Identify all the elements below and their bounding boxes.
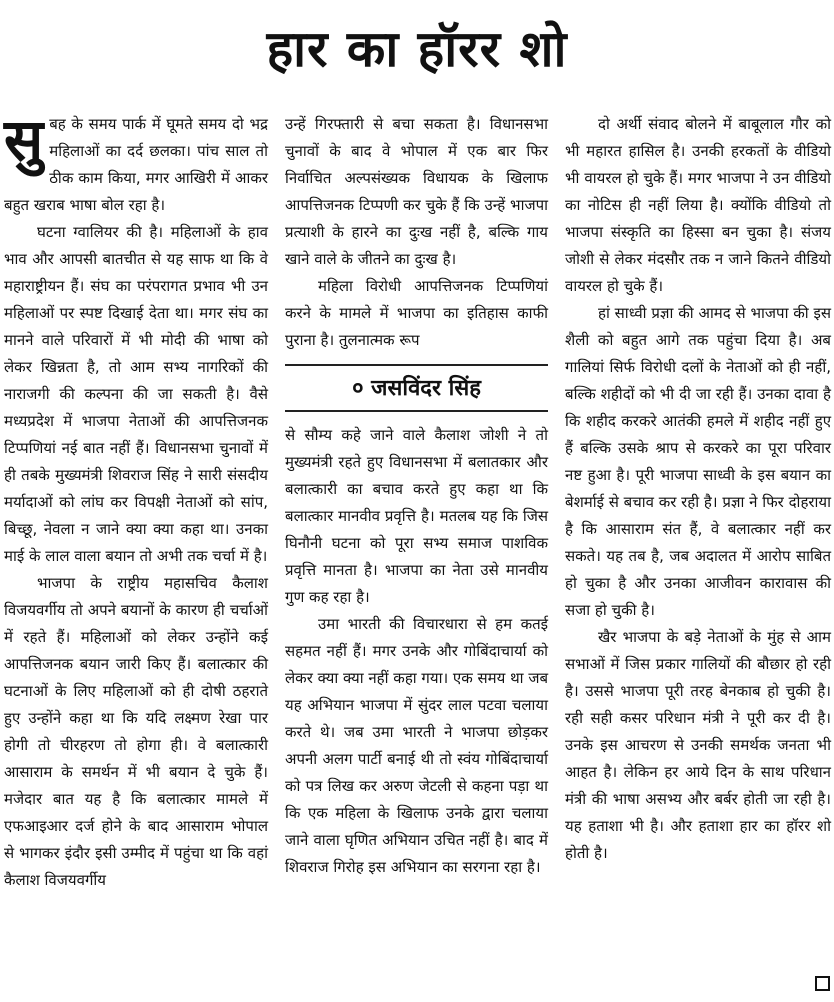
- paragraph: खैर भाजपा के बड़े नेताओं के मुंह से आम सभाओं में जिस प्रकार गालियों की बौछार हो रही है। उससे भाजपा पूरी तरह बेनकाब हो चुकी है। रही सही कसर परिधान मंत्री ने पूरी कर दी है। उनके इस आचरण से उनकी समर्थक जनता भी आहत है। लेकिन हर आये दिन के साथ परिधान मंत्री की भाषा असभ्य और बर्बर होती जा रही है। यह हताशा भी है। और हताशा हार का हॉरर शो होती है।: [565, 628, 831, 862]
- byline: ० जसविंदर सिंह: [352, 376, 481, 401]
- paragraph: हां साध्वी प्रज्ञा की आमद से भाजपा की इस शैली को बहुत आगे तक पहुंचा दिया है। अब गालियां सिर्फ विरोधी दलों के नेताओं को ही नहीं, बल्कि शहीदों को भी दी जा रही हैं। उनका दावा है कि शहीद करकरे आतंकी हमले में शहीद नहीं हुए हैं बल्कि उसके श्राप से करकरे का पूरा परिवार नष्ट हुआ है। पूरी भाजपा साध्वी के इस बयान का बेशर्माई से बचाव कर रही है। प्रज्ञा ने फिर दोहराया है कि आसाराम संत हैं, वे बलात्कार नहीं कर सकते। यह तब है, जब अदालत में आरोप साबित हो चुका है और उनका आजीवन कारावास की सजा हो चुकी है।: [565, 304, 832, 619]
- paragraph: उमा भारती की विचारधारा से हम कतई सहमत नहीं हैं। मगर उनके और गोबिंदाचार्या को लेकर क्या क्या नहीं कहा गया। एक समय था जब यह अभियान भाजपा में सुंदर लाल पटवा चलाया करते थे। जब उमा भारती ने भाजपा छोड़कर अपनी अलग पार्टी बनाई थी तो स्वंय गोबिंदाचार्या को पत्र लिख कर अरुण जेटली से कहना पड़ा था कि एक महिला के खिलाफ उनके द्वारा चलाया जाने वाला घृणित अभियान उचित नहीं है। बाद में शिवराज गिरोह इस अभियान का सरगना रहा है।: [285, 615, 549, 876]
- drop-cap: सु: [4, 106, 44, 174]
- paragraph: दो अर्थी संवाद बोलने में बाबूलाल गौर को भी महारत हासिल है। उनकी हरकतों के वीडियो भी वायरल हो चुके हैं। मगर भाजपा ने उन वीडियो का नोटिस ही नहीं लिया है। क्योंकि वीडियो तो भाजपा संस्कृति का हिस्सा बन चुका है। संजय जोशी से लेकर मंदसौर तक न जाने कितने वीडियो वायरल हो चुके हैं।: [565, 115, 831, 295]
- paragraph: भाजपा के राष्ट्रीय महासचिव कैलाश विजयवर्गीय तो अपने बयानों के कारण ही चर्चाओं में रहते हैं। महिलाओं को लेकर उन्होंने कई आपत्तिजनक बयान जारी किए हैं। बलात्कार की घटनाओं के लिए महिलाओं को ही दोषी ठहराते हुए उन्होंने कहा था कि यदि लक्ष्मण रेखा पार होगी तो चीरहरण तो होगा ही। वे बलात्कारी आसाराम के समर्थन में भी बयान दे चुके हैं। मजेदार बात यह है कि बलात्कार मामले में एफआइआर दर्ज होने के बाद आसाराम भोपाल से भागकर इंदौर इसी उम्मीद में पहुंचा था कि वहां कैलाश विजयवर्गीय: [4, 574, 268, 889]
- paragraph: से सौम्य कहे जाने वाले कैलाश जोशी ने तो मुख्यमंत्री रहते हुए विधानसभा में बलातकार और बलात्कारी का बचाव करते हुए कहा था कि बलात्कार मानवीव प्रवृत्ति है। मतलब यह कि जिस घिनौनी घटना को पूरा सभ्य समाज पाशविक प्रवृत्ति मानता है। भाजपा का नेता उसे मानवीय गुण कह रहा है।: [285, 426, 548, 606]
- article-column-2: [285, 111, 548, 881]
- end-of-article-icon: [815, 976, 830, 991]
- paragraph: महिला विरोधी आपत्तिजनक टिप्पणियां करने के मामले में भाजपा का इतिहास काफी पुराना है। तुलनात्मक रूप: [285, 277, 548, 349]
- article-column-1: [4, 106, 268, 894]
- article-column-3: [565, 111, 831, 867]
- headline: हार का हॉरर शो: [266, 20, 568, 78]
- lead-text: बह के समय पार्क में घूमते समय दो भद्र महिलाओं का दर्द छलका। पांच साल तो ठीक काम किया, मगर आखिरी में आकर बहुत खराब भाषा बोल रहा है।: [4, 115, 268, 214]
- paragraph: घटना ग्वालियर की है। महिलाओं के हाव भाव और आपसी बातचीत से यह साफ था कि वे महाराष्ट्रीयन हैं। संघ का परंपरागत प्रभाव भी उन महिलाओं पर स्पष्ट दिखाई देता था। मगर संघ का मानने वाले परिवारों में भी मोदी की भाषा को लेकर खिन्नता है, तो आम सभ्य नागरिकों की नाराजगी की कल्पना की जा सकती है। वैसे मध्यप्रदेश में भाजपा नेताओं की आपत्तिजनक टिप्पणियां नई बात नहीं हैं। विधानसभा चुनावों में ही तबके मुख्यमंत्री शिवराज सिंह ने सारी संसदीय मर्यादाओं को लांघ कर विपक्षी नेताओं को सांप, बिच्छू, नेवला न जाने क्या क्या कहा था। उनका माई के लाल वाला बयान तो अभी तक चर्चा में है।: [4, 223, 268, 565]
- byline-box: [285, 364, 548, 412]
- paragraph: [4, 106, 268, 219]
- paragraph: उन्हें गिरफ्तारी से बचा सकता है। विधानसभा चुनावों के बाद वे भोपाल में एक बार फिर निर्वाचित अल्पसंख्यक विधायक के खिलाफ आपत्तिजनक टिप्पणी कर चुके हैं कि उन्हें भाजपा प्रत्याशी के हारने का दुःख नहीं है, बल्कि गाय खाने वाले के जीतने का दुःख है।: [285, 115, 548, 268]
